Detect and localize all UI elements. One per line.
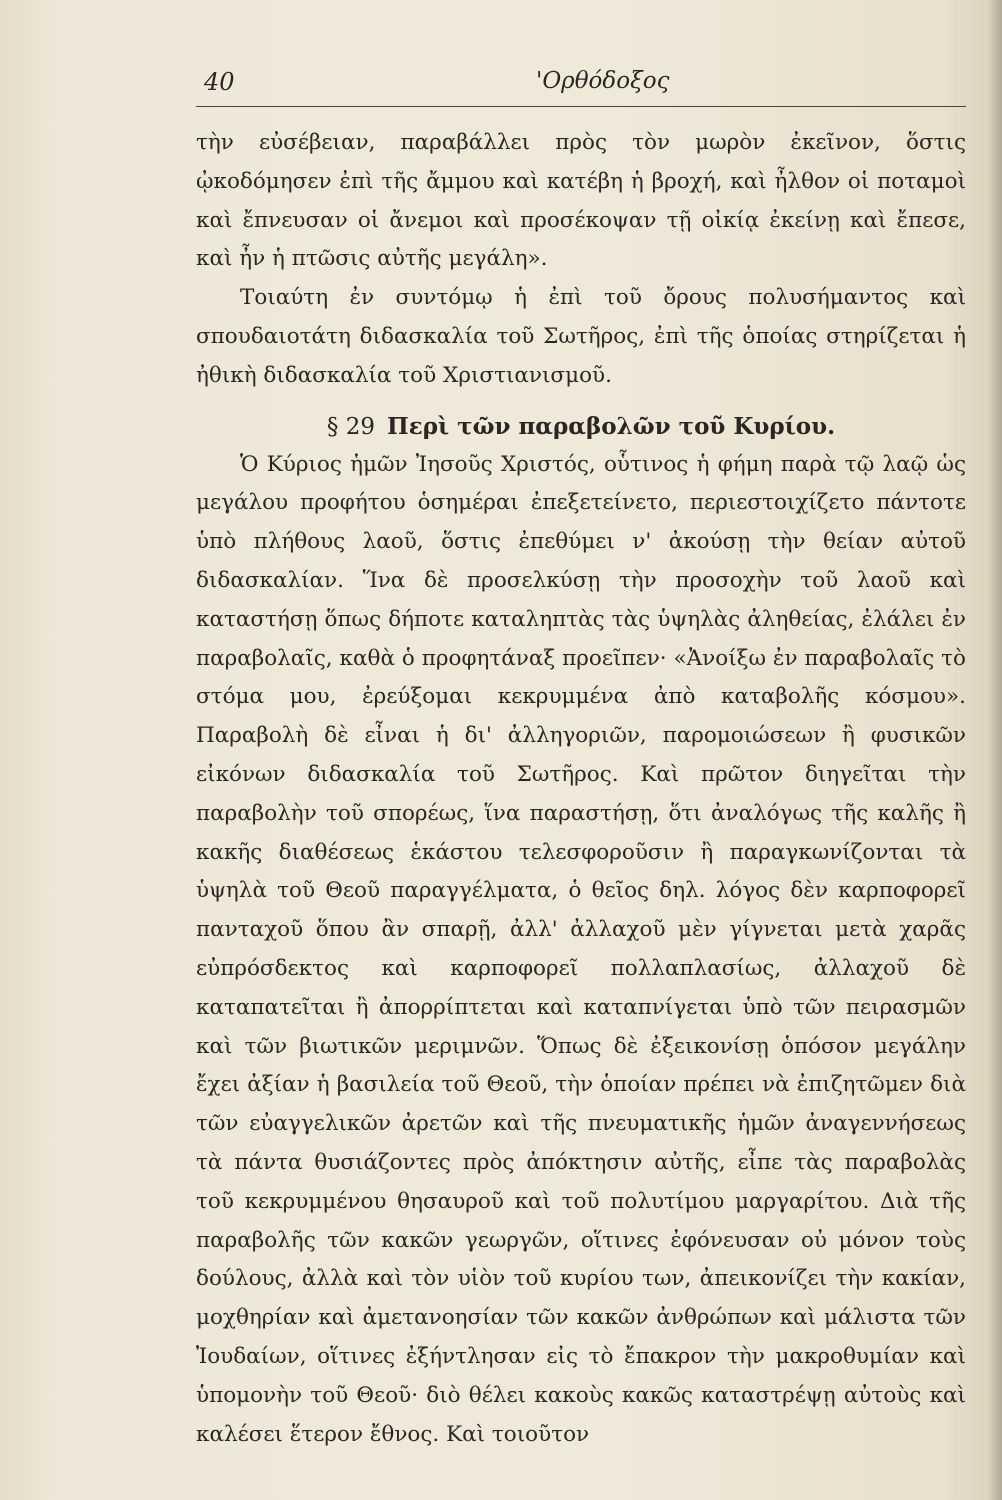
page-number: 40 [204,68,235,96]
page-edge-shadow [988,0,1002,1500]
paragraph-2: Τοιαύτη ἐν συντόμῳ ἡ ἐπὶ τοῦ ὄρους πολυσήμαντος καὶ σπουδαιοτάτη διδασκαλία τοῦ Σωτῆρος, ἐπὶ τῆς ὁποίας στηρίζεται ἡ ἠθικὴ διδασκαλία τοῦ Χριστιανισμοῦ. [196,285,966,388]
running-title: 'Ορθόδοξος [536,68,670,94]
section-title: Περὶ τῶν παραβολῶν τοῦ Κυρίου. [387,412,836,440]
page-header [196,66,966,107]
paragraph-1: τὴν εὐσέβειαν, παραβάλλει πρὸς τὸν μωρὸν ἐκεῖνον, ὅστις ᾠκοδόμησεν ἐπὶ τῆς ἄμμου καὶ κατέβη ἡ βροχή, καὶ ἦλθον οἱ ποταμοὶ καὶ ἔπνευσαν οἱ ἄνεμοι καὶ προσέκοψαν τῇ οἰκίᾳ ἐκείνῃ καὶ ἔπεσε, καὶ ἦν ἡ πτῶσις αὐτῆς μεγάλη». [196,130,966,272]
paragraph-3: Ὁ Κύριος ἡμῶν Ἰησοῦς Χριστός, οὗτινος ἡ φήμη παρὰ τῷ λαῷ ὡς μεγάλου προφήτου ὁσημέραι ἐπεξετείνετο, περιεστοιχίζετο πάντοτε ὑπὸ πλήθους λαοῦ, ὅστις ἐπεθύμει ν' ἀκούσῃ τὴν θείαν αὐτοῦ διδασκαλίαν. Ἵνα δὲ προσελκύσῃ τὴν προσοχὴν τοῦ λαοῦ καὶ καταστήσῃ ὅπως δήποτε καταληπτὰς τὰς ὑψηλὰς ἀληθείας, ἐλάλει ἐν παραβολαῖς, καθὰ ὁ προφητάναξ προεῖπεν· «Ἀνοίξω ἐν παραβολαῖς τὸ στόμα μου, ἐρεύξομαι κεκρυμμένα ἀπὸ καταβολῆς κόσμου». Παραβολὴ δὲ εἶναι ἡ δι' ἀλληγοριῶν, παρομοιώσεων ἢ φυσικῶν εἰκόνων διδασκαλία τοῦ Σωτῆρος. Καὶ πρῶτον διηγεῖται τὴν παραβολὴν τοῦ σπορέως, ἵνα παραστήσῃ, ὅτι ἀναλόγως τῆς καλῆς ἢ κακῆς διαθέσεως ἑκάστου τελεσφοροῦσιν ἢ παραγκωνίζονται τὰ ὑψηλὰ τοῦ Θεοῦ παραγγέλματα, ὁ θεῖος δηλ. λόγος δὲν καρποφορεῖ πανταχοῦ ὅπου ἂν σπαρῇ, ἀλλ' ἀλλαχοῦ μὲν γίγνεται μετὰ χαρᾶς εὐπρόσδεκτος καὶ καρποφορεῖ πολλαπλασίως, ἀλλαχοῦ δὲ καταπατεῖται ἢ ἀπορρίπτεται καὶ καταπνίγεται ὑπὸ τῶν πειρασμῶν καὶ τῶν βιωτικῶν μεριμνῶν. Ὅπως δὲ ἐξεικονίσῃ ὁπόσον μεγάλην ἔχει ἀξίαν ἡ βασιλεία τοῦ Θεοῦ, τὴν ὁποίαν πρέπει νὰ ἐπιζητῶμεν διὰ τῶν εὐαγγελικῶν ἀρετῶν καὶ τῆς πνευματικῆς ἡμῶν ἀναγεννήσεως τὰ πάντα θυσιάζοντες πρὸς ἀπόκτησιν αὐτῆς, εἶπε τὰς παραβολὰς τοῦ κεκρυμμένου θησαυροῦ καὶ τοῦ πολυτίμου μαργαρίτου. Διὰ τῆς παραβολῆς τῶν κακῶν γεωργῶν, οἵτινες ἐφόνευσαν οὐ μόνον τοὺς δούλους, ἀλλὰ καὶ τὸν υἱὸν τοῦ κυρίου των, ἀπεικονίζει τὴν κακίαν, μοχθηρίαν καὶ ἀμετανοησίαν τῶν κακῶν ἀνθρώπων καὶ μάλιστα τῶν Ἰουδαίων, οἵτινες ἐξήντλησαν εἰς τὸ ἔπακρον τὴν μακροθυμίαν καὶ ὑπομονὴν τοῦ Θεοῦ· διὸ θέλει κακοὺς κακῶς καταστρέψῃ αὐτοὺς καὶ καλέσει ἕτερον ἔθνος. Καὶ τοιοῦτον [196,451,966,1447]
body-text [196,124,966,1454]
section-number: § 29 [326,413,375,440]
section-heading [196,408,966,446]
